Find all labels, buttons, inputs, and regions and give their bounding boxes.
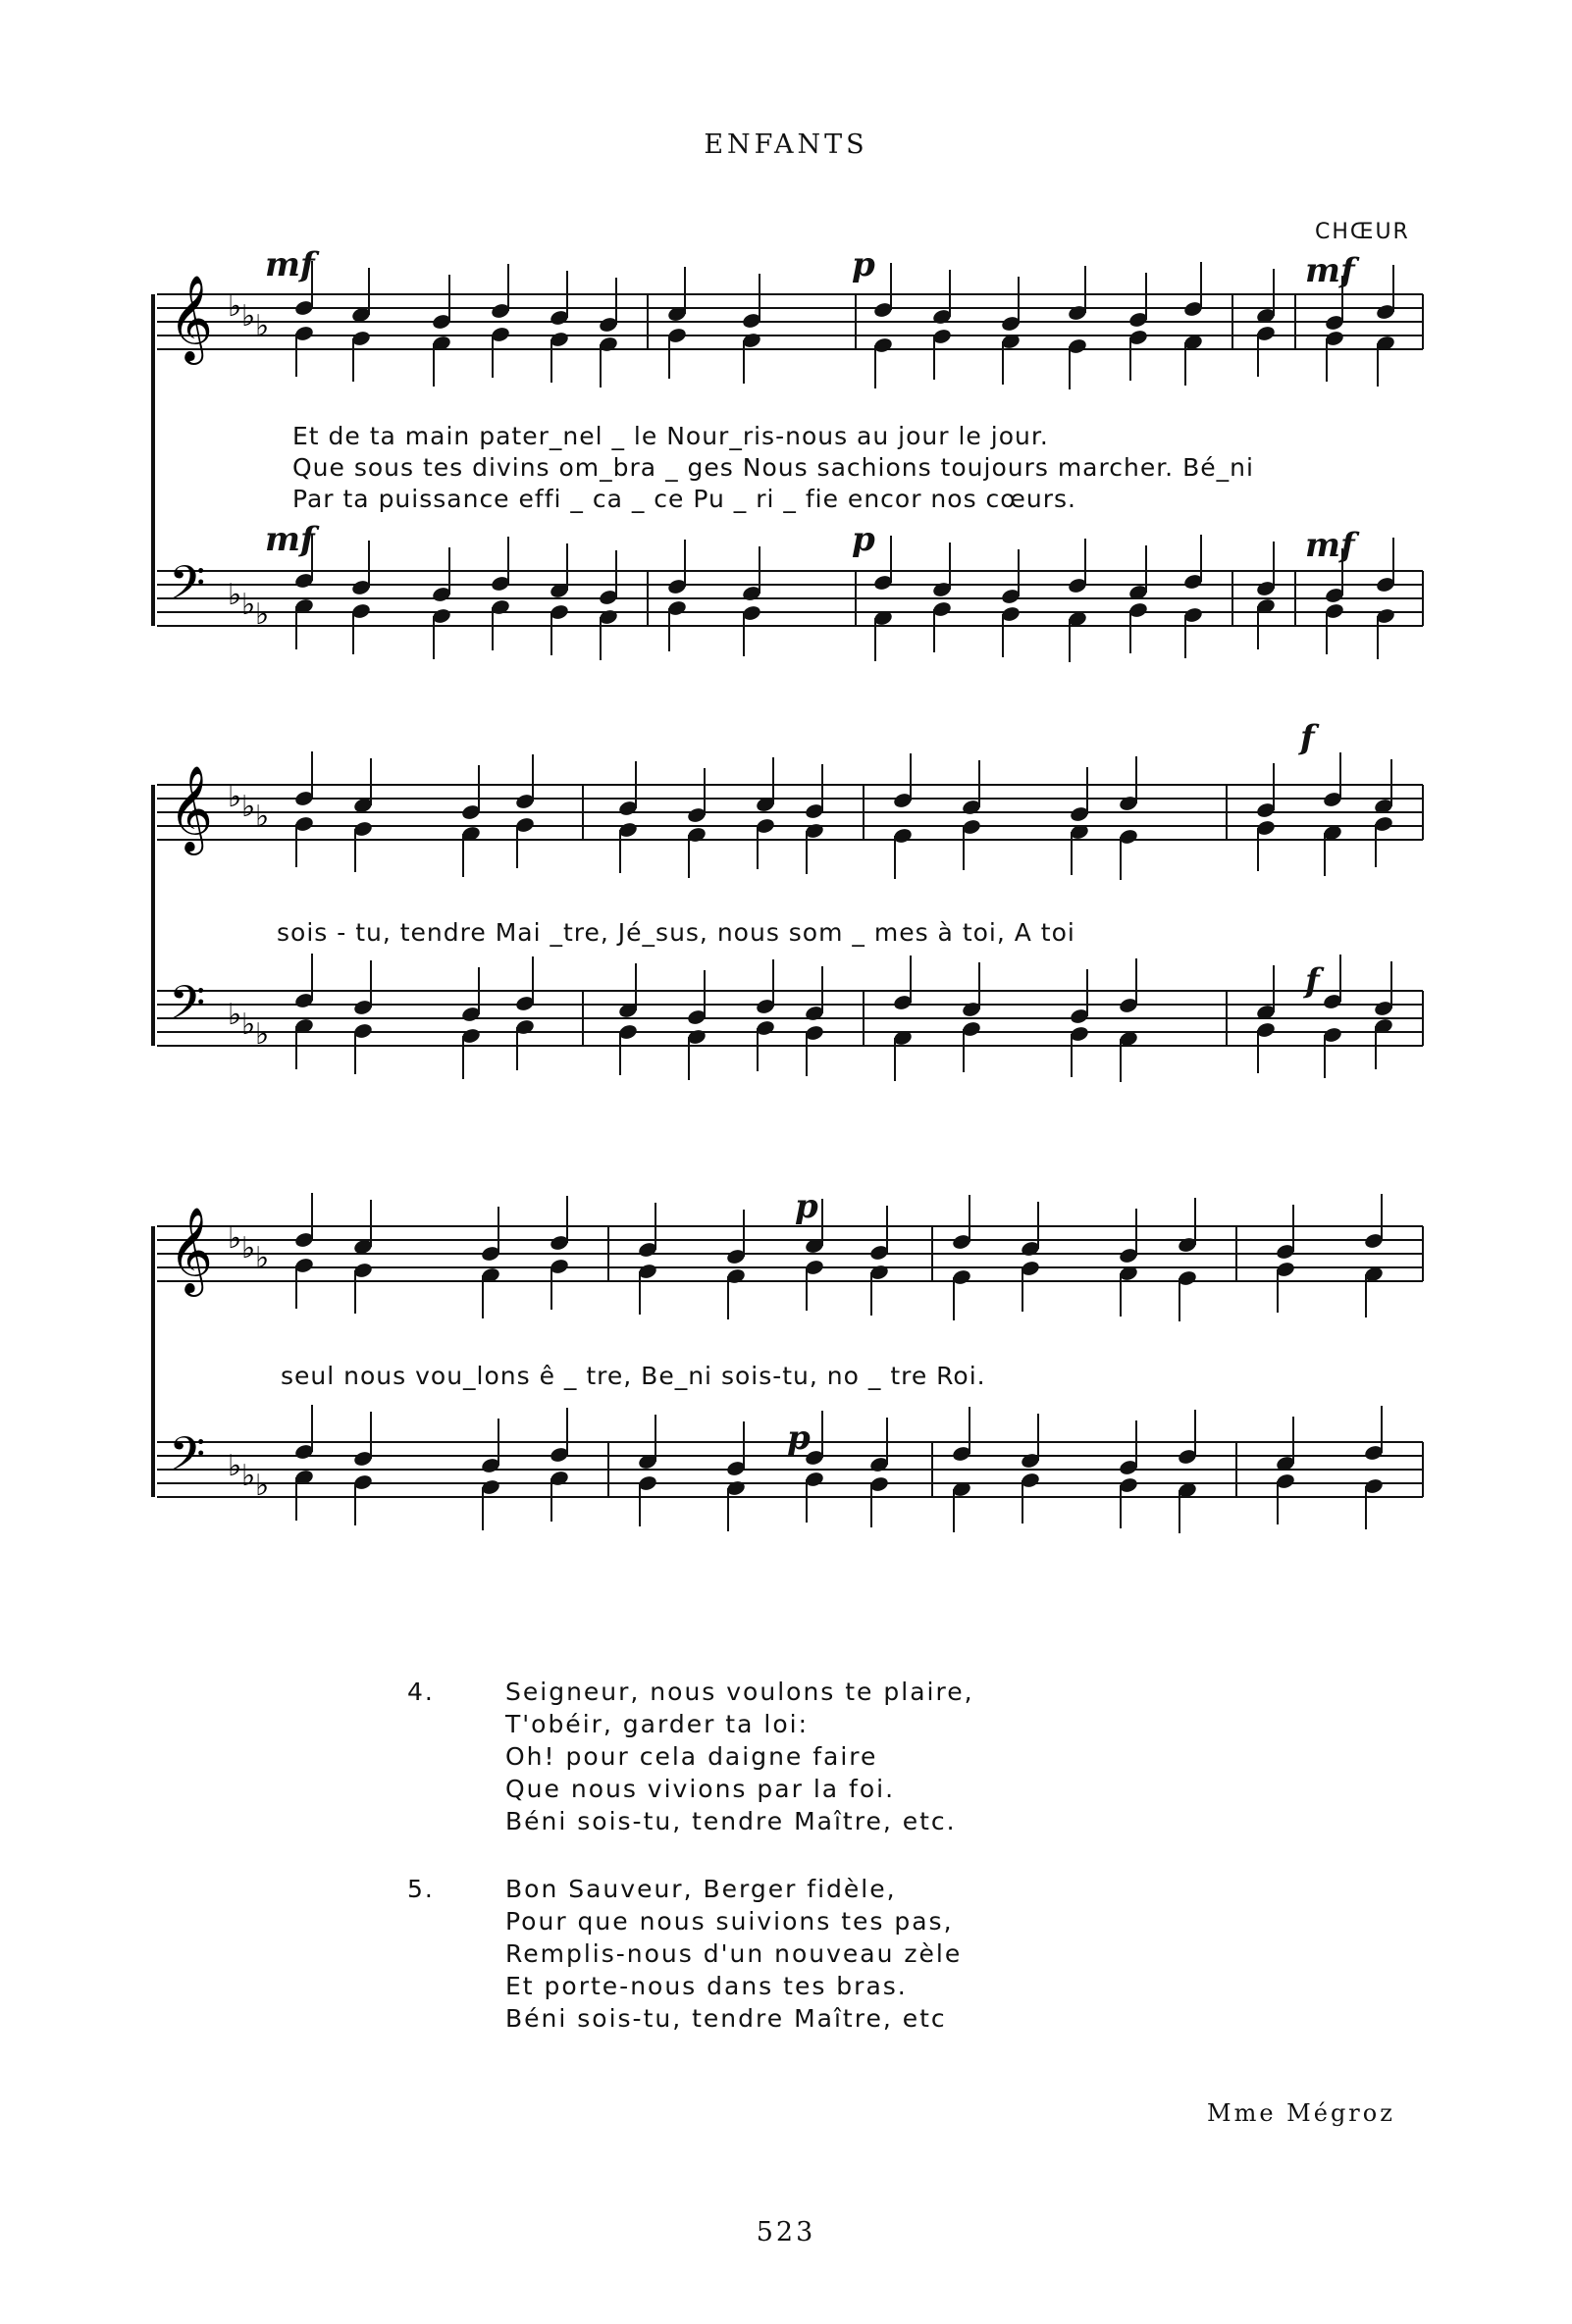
verse-line: Seigneur, nous voulons te plaire, bbox=[505, 1678, 974, 1706]
page-number: 523 bbox=[756, 2217, 816, 2247]
page-title: ENFANTS bbox=[704, 129, 868, 160]
flat-icon: ♭ bbox=[255, 309, 270, 343]
treble-clef-icon: 𝄞 bbox=[169, 764, 213, 852]
dynamic-mark: p bbox=[795, 1187, 818, 1226]
verse-4 bbox=[407, 1676, 974, 1837]
treble-clef-icon: 𝄞 bbox=[169, 1206, 213, 1293]
dynamic-mark: mf bbox=[1305, 526, 1355, 565]
flat-icon: ♭ bbox=[241, 1231, 256, 1265]
verse-line: Remplis-nous d'un nouveau zèle bbox=[505, 1939, 963, 1968]
flat-icon: ♭ bbox=[255, 1469, 270, 1503]
staff-system-1 bbox=[147, 235, 1435, 667]
verse-line: Béni sois-tu, tendre Maître, etc. bbox=[505, 1807, 957, 1835]
flat-icon: ♭ bbox=[228, 1221, 242, 1256]
dynamic-mark: mf bbox=[265, 520, 315, 559]
dynamic-mark: p bbox=[787, 1419, 811, 1458]
bass-clef-icon: 𝄢 bbox=[169, 555, 206, 622]
flat-icon: ♭ bbox=[228, 578, 242, 612]
verse-line: Que nous vivions par la foi. bbox=[505, 1775, 896, 1803]
verse-line: Béni sois-tu, tendre Maître, etc bbox=[505, 2004, 947, 2033]
bass-clef-icon: 𝄢 bbox=[169, 975, 206, 1042]
verse-line: Pour que nous suivions tes pas, bbox=[505, 1907, 954, 1936]
music-system-1 bbox=[147, 220, 1435, 667]
choeur-label: CHŒUR bbox=[1315, 220, 1410, 244]
verse-line: T'obéir, garder ta loi: bbox=[505, 1710, 809, 1738]
dynamic-mark: p bbox=[852, 520, 875, 559]
flat-icon: ♭ bbox=[241, 588, 256, 622]
dynamic-mark: mf bbox=[265, 245, 315, 284]
flat-icon: ♭ bbox=[241, 1007, 256, 1042]
lyric-line: Par ta puissance effi _ ca _ ce Pu _ ri _ fie encor nos cœurs. bbox=[292, 485, 1076, 513]
flat-icon: ♭ bbox=[228, 780, 242, 814]
author-credit: Mme Mégroz bbox=[1207, 2099, 1395, 2127]
flat-icon: ♭ bbox=[241, 790, 256, 824]
lyric-line: seul nous vou_lons ê _ tre, Be_ni sois-tu, no _ tre Roi. bbox=[281, 1362, 986, 1390]
dynamic-mark: mf bbox=[1305, 251, 1355, 290]
verse-line: Et porte-nous dans tes bras. bbox=[505, 1972, 908, 2000]
music-system-3 bbox=[147, 1167, 1435, 1589]
lyric-line: Et de ta main pater_nel _ le Nour_ris-nous au jour le jour. bbox=[292, 422, 1049, 450]
verse-line: Bon Sauveur, Berger fidèle, bbox=[505, 1875, 897, 1903]
treble-clef-icon: 𝄞 bbox=[169, 274, 213, 361]
dynamic-mark: p bbox=[852, 245, 875, 284]
verses bbox=[407, 1676, 974, 2070]
flat-icon: ♭ bbox=[228, 998, 242, 1032]
flat-icon: ♭ bbox=[255, 1241, 270, 1275]
flat-icon: ♭ bbox=[255, 800, 270, 834]
flat-icon: ♭ bbox=[255, 1017, 270, 1052]
flat-icon: ♭ bbox=[241, 1459, 256, 1493]
flat-icon: ♭ bbox=[228, 289, 242, 324]
lyric-line: Que sous tes divins om_bra _ ges Nous sachions toujours marcher. Bé_ni bbox=[292, 453, 1254, 482]
flat-icon: ♭ bbox=[241, 299, 256, 334]
bass-clef-icon: 𝄢 bbox=[169, 1426, 206, 1493]
dynamic-mark: f bbox=[1305, 961, 1320, 1001]
verse-number: 5. bbox=[407, 1875, 435, 1903]
verse-5 bbox=[407, 1873, 974, 2035]
dynamic-mark: f bbox=[1300, 718, 1315, 757]
flat-icon: ♭ bbox=[228, 1449, 242, 1483]
lyric-line: sois - tu, tendre Mai _tre, Jé_sus, nous som _ mes à toi, A toi bbox=[277, 918, 1075, 947]
verse-number: 4. bbox=[407, 1678, 435, 1706]
verse-line: Oh! pour cela daigne faire bbox=[505, 1742, 878, 1771]
music-system-2 bbox=[147, 718, 1435, 1138]
flat-icon: ♭ bbox=[255, 597, 270, 632]
